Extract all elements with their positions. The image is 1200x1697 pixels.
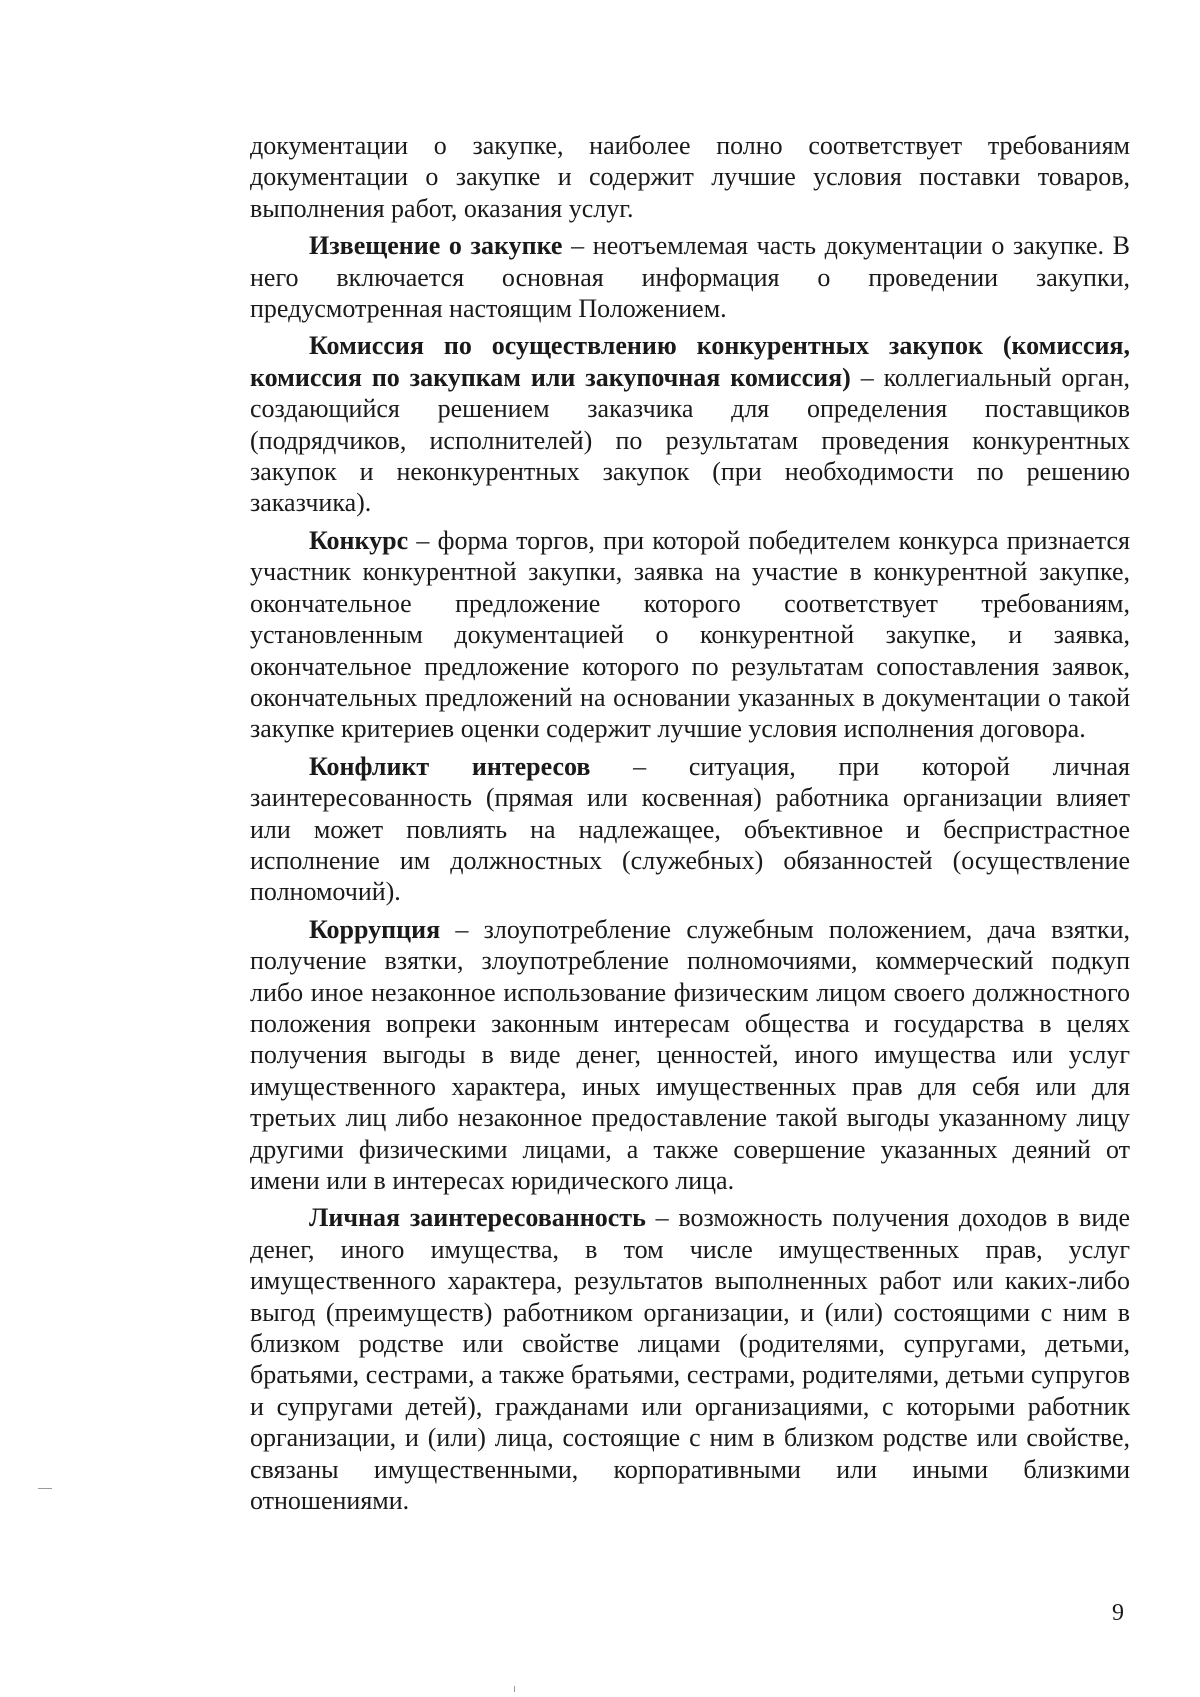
definition-term: Комиссия по осуществлению конкурентных закупок (комиссия, комиссия по закупкам или закупочная комиссия) — [250, 331, 1130, 392]
definition-contest — [250, 525, 1130, 745]
definition-text: – коллегиальный орган, создающийся решением заказчика для определения поставщиков (подрядчиков, исполнителей) по результатам проведения конкурентных закупок и неконкурентных закупок (при необходимости по решению заказчика). — [250, 362, 1130, 518]
scan-artifact-mark — [38, 1488, 52, 1489]
definition-term: Извещение о закупке — [309, 231, 563, 261]
definition-commission — [250, 330, 1130, 518]
definition-text: – неотъемлемая часть документации о закупке. В него включается основная информация о проведении закупки, предусмотренная настоящим Положением. — [250, 231, 1130, 324]
paragraph-text: документации о закупке, наиболее полно соответствует требованиям документации о закупке и содержит лучшие условия поставки товаров, выполнения работ, оказания услуг. — [250, 131, 1130, 223]
definition-corruption — [250, 914, 1130, 1197]
definition-personal-interest — [250, 1202, 1130, 1516]
definition-term: Коррупция — [309, 914, 441, 944]
paragraph-continuation — [250, 130, 1130, 224]
definition-conflict-of-interest — [250, 751, 1130, 908]
definition-text: – форма торгов, при которой победителем конкурса признается участник конкурентной закупки, заявка на участие в конкурентной закупке, окончательное предложение которого соответствует требованиям, установленным документацией о конкурентной закупке, и заявка, окончательное предложение которого по результатам сопоставления заявок, окончательных предложений на основании указанных в документации о такой закупке критериев оценки содержит лучшие условия исполнения договора. — [250, 525, 1130, 744]
definition-term: Конфликт интересов — [309, 751, 591, 781]
scan-artifact-mark — [514, 1686, 515, 1692]
definition-text: – ситуация, при которой личная заинтересованность (прямая или косвенная) работника организации влияет или может повлиять на надлежащее, объективное и беспристрастное исполнение им должностных (служебных) обязанностей (осуществление полномочий). — [250, 751, 1130, 907]
definition-text: – злоупотребление служебным положением, дача взятки, получение взятки, злоупотребление полномочиями, коммерческий подкуп либо иное незаконное использование физическим лицом своего должностного положения вопреки законным интересам общества и государства в целях получения выгоды в виде денег, ценностей, иного имущества или услуг имущественного характера, иных имущественных прав для себя или для третьих лиц либо незаконное предоставление такой выгоды указанному лицу другими физическими лицами, а также совершение указанных деяний от имени или в интересах юридического лица. — [250, 914, 1130, 1195]
definition-term: Личная заинтересованность — [309, 1203, 646, 1233]
definition-text: – возможность получения доходов в виде денег, иного имущества, в том числе имущественных прав, услуг имущественного характера, результатов выполненных работ или каких-либо выгод (преимуществ) работником организации, и (или) состоящими с ним в близком родстве или свойстве лицами (родителями, супругами, детьми, братьями, сестрами, а также братьями, сестрами, родителями, детьми супругов и супругами детей), гражданами или организациями, с которыми работник организации, и (или) лица, состоящие с ним в близком родстве или свойстве, связаны имущественными, корпоративными или иными близкими отношениями. — [250, 1203, 1131, 1516]
page-number: 9 — [1112, 1600, 1124, 1626]
definition-term: Конкурс — [309, 525, 409, 555]
definition-notice — [250, 230, 1130, 324]
document-body — [250, 130, 1130, 1522]
